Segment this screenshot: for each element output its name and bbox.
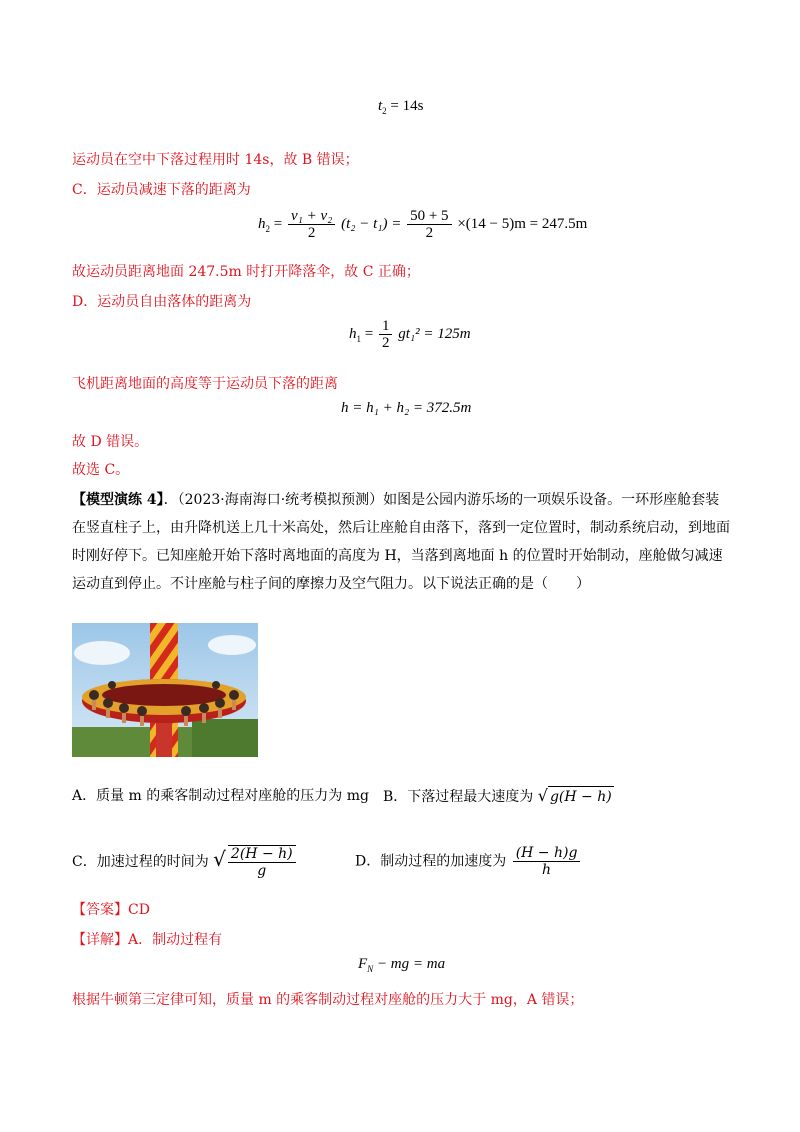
eq-h1-frac-num: 1 [379,318,393,335]
equation-h1: $h_1$ = $\frac{1}{2}$ gt₁² = 125m [349,318,471,351]
eq-h2-paren: (t₂ − t₁) = [341,215,402,232]
eq-h2-frac1 [288,208,335,241]
answer-value: CD [128,902,150,918]
eq-t2-lhs: t [378,98,383,114]
text-line-7: 故选 C。 [72,462,130,478]
eq-h2-frac1-den: 2 [307,225,316,241]
text-line-4: D．运动员自由落体的距离为 [72,294,252,310]
option-c: C．加速过程的时间为 √ $\frac{2(H - h)}{g}$ [72,845,298,879]
option-b-prefix: B．下落过程最大速度为 [383,789,534,805]
option-b-expr: g(H − h) [548,786,614,807]
eq-h1-frac-den: 2 [381,335,390,351]
text-line-1: 运动员在空中下落过程用时 14s，故 B 错误； [72,152,359,168]
eq-h1-lhs-sub: 1 [356,333,361,344]
detail-text: A．制动过程有 [128,932,223,948]
option-c-num: 2(H − h) [228,846,296,863]
amusement-ride-photo [72,623,258,757]
text-line-6: 故 D 错误。 [72,434,149,450]
option-c-den: g [257,863,267,879]
option-d-frac [513,845,581,878]
text-line-2: C．运动员减速下落的距离为 [72,182,251,198]
text-line-5: 飞机距离地面的高度等于运动员下落的距离 [72,376,338,392]
option-c-frac [228,845,296,879]
problem-paragraph [72,486,732,598]
eq-fn-sub: N [367,964,374,974]
option-d-den: h [542,862,552,878]
equation-h2: $h_2$ = $\frac{\text{v₁ + v₂}}{2}$ (t₂ − t₁) = $\frac{50 + 5}{2}$ ×(14 − 5)m = 247.5m [258,208,588,241]
equation-h: h = h₁ + h₂ = 372.5m [341,400,472,416]
eq-h2-frac2 [407,208,451,241]
option-a: A．质量 m 的乘客制动过程对座舱的压力为 mg [72,788,369,804]
ride-illustration [72,623,258,757]
eq-h2-frac1-num: v₁ + v₂ [288,208,335,225]
answer-tag: 【答案】 [72,902,128,918]
eq-h2-lhs: h [258,215,266,232]
eq-h2-lhs-sub: 2 [265,223,270,234]
option-d-num: (H − h)g [513,845,581,862]
option-d [355,845,582,878]
eq-h1-frac [379,318,393,351]
eq-h1-rhs: gt₁² = 125m [398,325,471,342]
eq-h2-frac2-den: 2 [425,225,434,241]
equation-t2 [378,98,423,116]
option-c-prefix: C．加速过程的时间为 [72,854,209,870]
eq-t2-rhs: = 14s [390,98,424,114]
eq-h2-frac2-num: 50 + 5 [407,208,451,225]
answer-line [72,900,150,920]
eq-h1-lhs: h [349,325,357,342]
option-b: B．下落过程最大速度为 √ g(H − h) [383,786,612,805]
option-d-prefix: D．制动过程的加速度为 [355,853,507,870]
text-line-3: 故运动员距离地面 247.5m 时打开降落伞，故 C 正确； [72,264,420,280]
equation-fn [358,956,445,974]
problem-tag: 【模型演练 4】 [72,492,164,508]
detail-tag: 【详解】 [72,932,128,948]
detail-line [72,930,222,950]
eq-t2-sub: 2 [382,106,387,116]
text-line-last: 根据牛顿第三定律可知，质量 m 的乘客制动过程对座舱的压力大于 mg，A 错误； [72,992,584,1008]
eq-fn-rest: − mg = ma [373,956,446,972]
eq-fn-f: F [358,956,368,972]
eq-h2-rhs: ×(14 − 5)m = 247.5m [457,215,588,232]
problem-text: ．（2023·海南海口·统考模拟预测）如图是公园内游乐场的一项娱乐设备。一环形座舱套装在竖直柱子上，由升降机送上几十米高处，然后让座舱自由落下，落到一定位置时，制动系统启动，到地面时刚好停下。已知座舱开始下落时离地面的高度为 H，当落到离地面 h 的位置时开始制动，座舱做匀减速运动直到停止。不计座舱与柱子间的摩擦力及空气阻力。以下说法正确的是（ ） [72,492,730,592]
